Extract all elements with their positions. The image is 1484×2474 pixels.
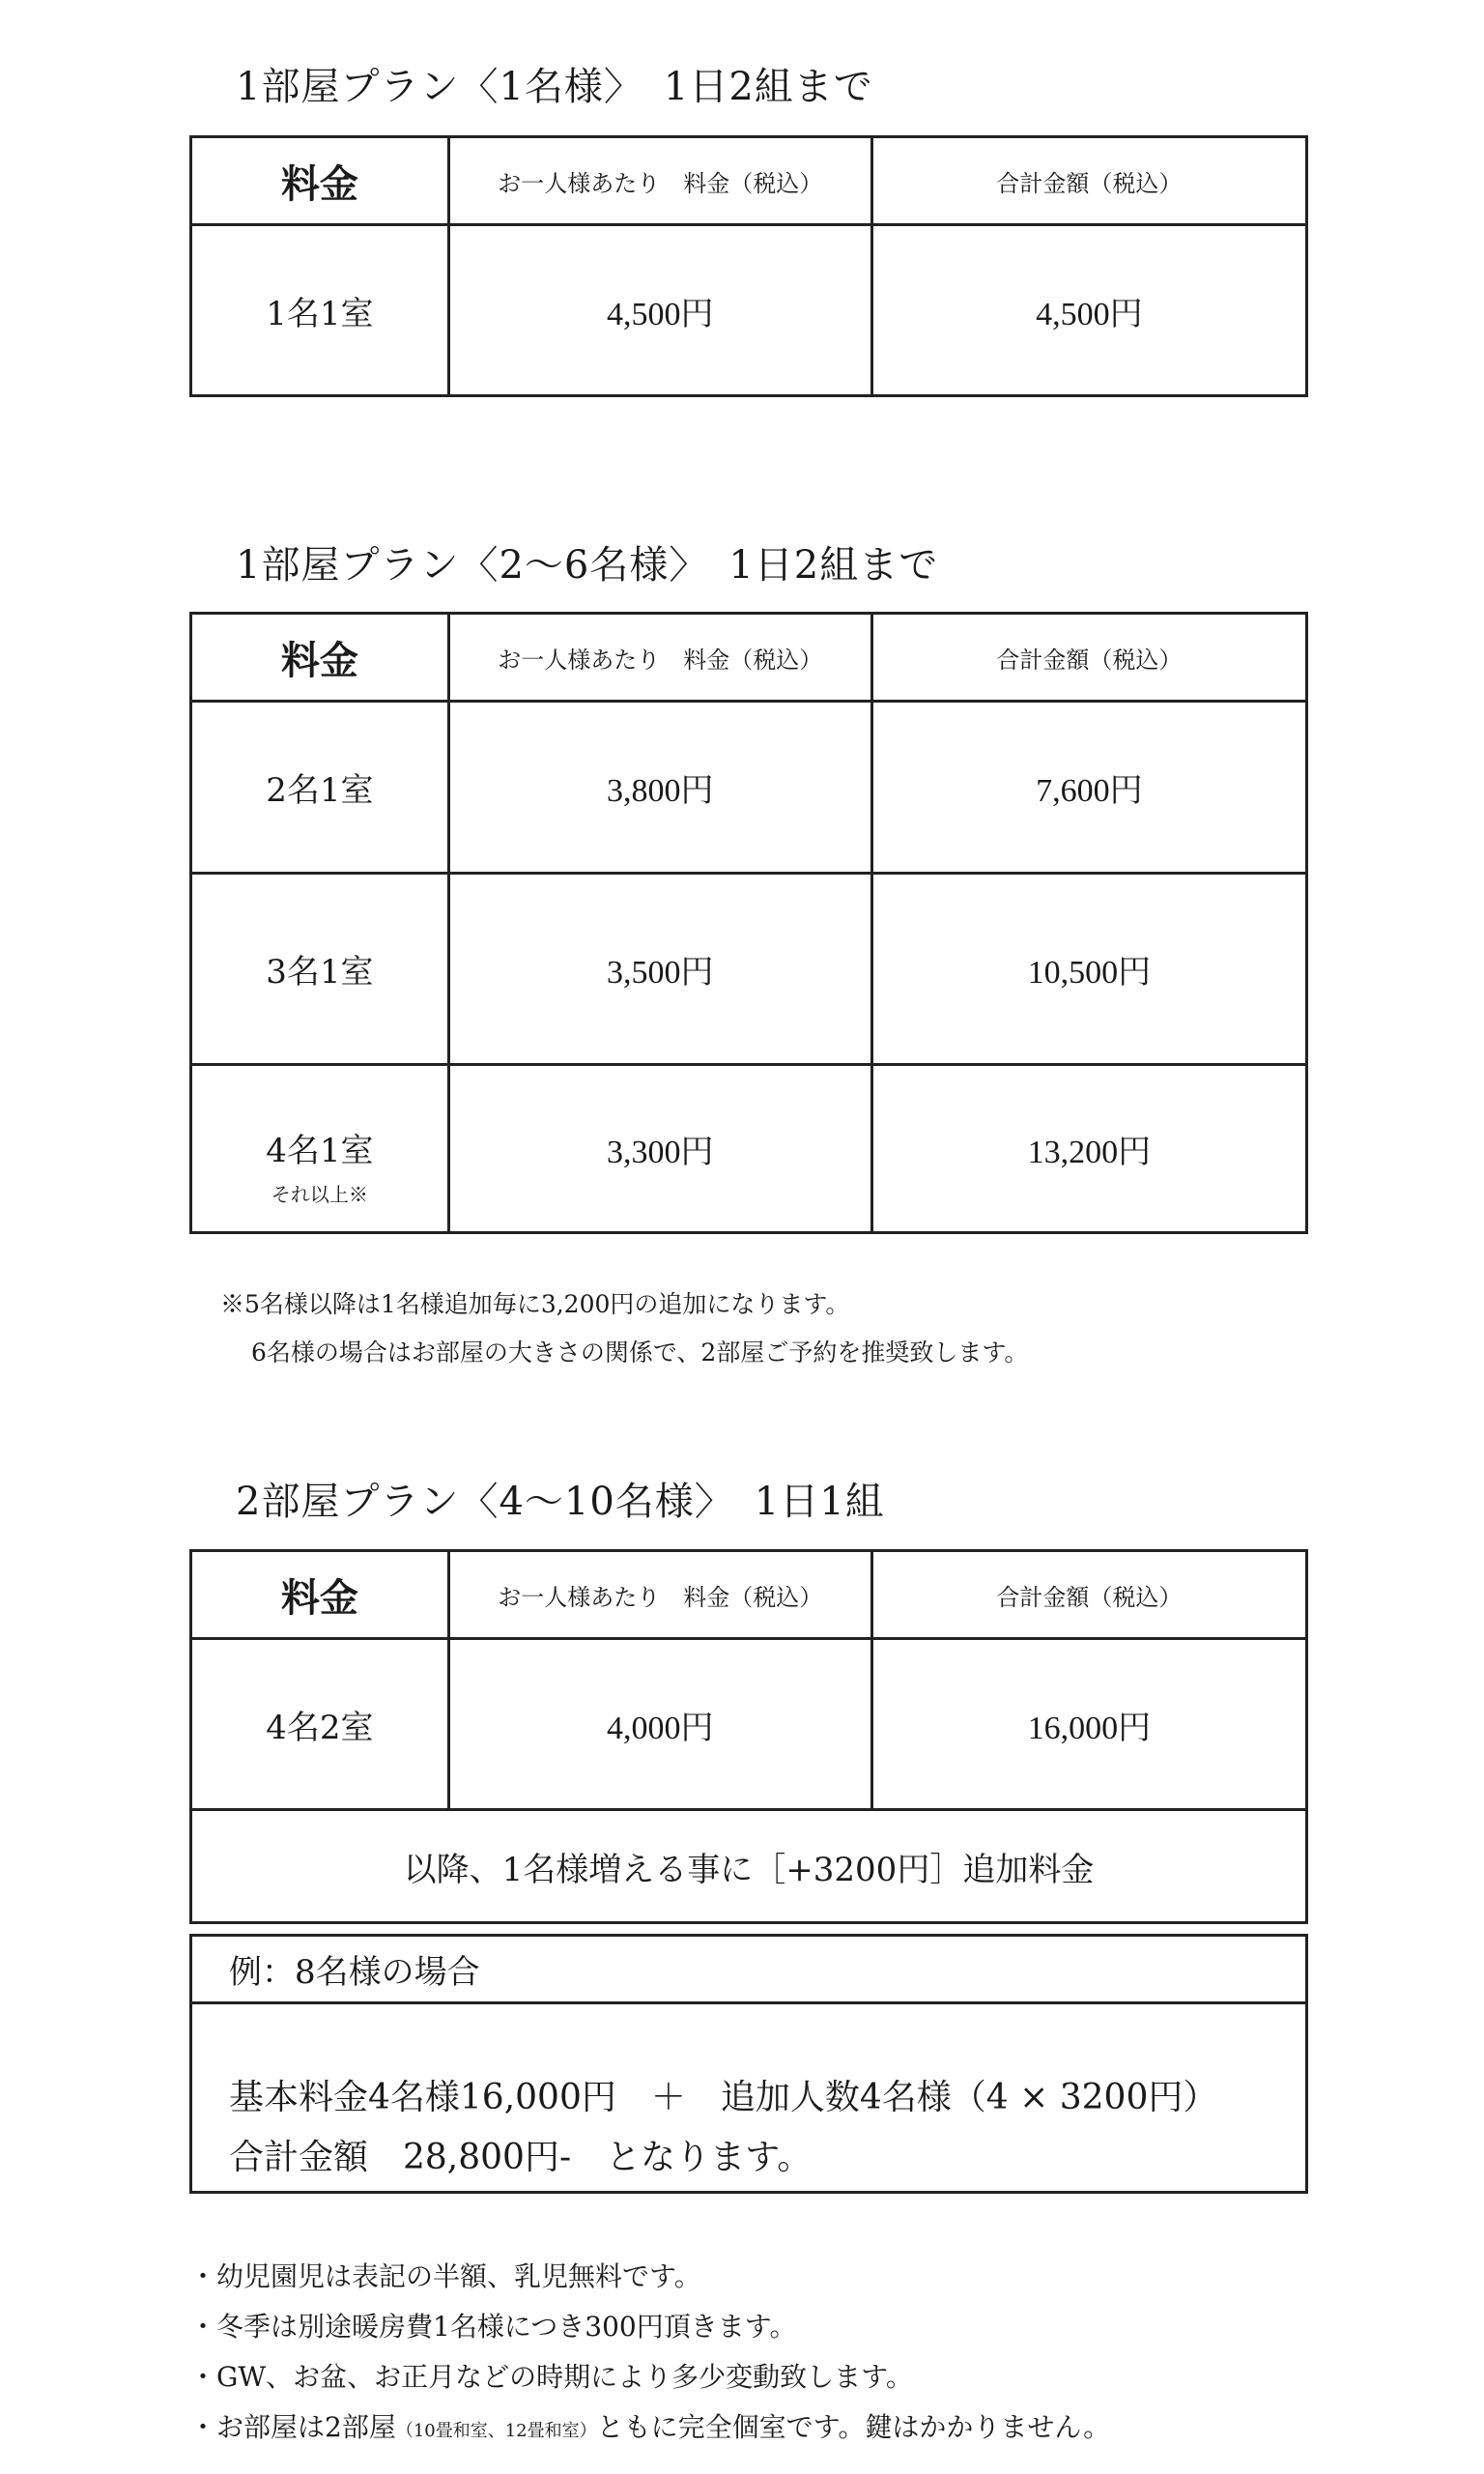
row-per-person: 3,500円 xyxy=(448,874,871,1065)
row-sublabel: それ以上※ xyxy=(271,1182,368,1206)
bullet-note: ・幼児園児は表記の半額、乳児無料です。 xyxy=(189,2260,701,2292)
additional-fee-row: 以降、1名様増える事に［+3200円］追加料金 xyxy=(191,1810,1307,1923)
header-total: 合計金額（税込） xyxy=(871,137,1306,225)
plan-1-table xyxy=(189,135,1308,397)
row-total: 16,000円 xyxy=(871,1639,1306,1810)
row-label: 4名1室 xyxy=(266,1131,374,1170)
header-price: 料金 xyxy=(191,137,449,225)
row-per-person: 3,300円 xyxy=(448,1065,871,1233)
bullet-rooms-pre: ・お部屋は2部屋 xyxy=(189,2411,396,2443)
plan-1-title: 1部屋プラン〈1名様〉 1日2組まで xyxy=(236,65,873,109)
row-label: 3名1室 xyxy=(191,874,449,1065)
row-label: 2名1室 xyxy=(191,702,449,874)
header-total: 合計金額（税込） xyxy=(871,1551,1306,1639)
row-per-person: 4,000円 xyxy=(448,1639,871,1810)
plan-3-table xyxy=(189,1549,1308,1924)
table-row xyxy=(191,1065,1307,1233)
row-total: 13,200円 xyxy=(871,1065,1306,1233)
row-label-cell xyxy=(191,1065,449,1233)
bullet-rooms-small: （10畳和室、12畳和室） xyxy=(395,2421,597,2441)
table-row xyxy=(191,702,1307,874)
header-per-person: お一人様あたり 料金（税込） xyxy=(448,614,871,702)
row-total: 10,500円 xyxy=(871,874,1306,1065)
header-price: 料金 xyxy=(191,1551,449,1639)
row-per-person: 3,800円 xyxy=(448,702,871,874)
example-heading: 例：8名様の場合 xyxy=(192,1937,1305,2004)
header-per-person: お一人様あたり 料金（税込） xyxy=(448,137,871,225)
row-total: 7,600円 xyxy=(871,702,1306,874)
header-price: 料金 xyxy=(191,614,449,702)
row-label: 4名2室 xyxy=(191,1639,449,1810)
plan-2-note-1: ※5名様以降は1名様追加毎に3,200円の追加になります。 xyxy=(220,1290,850,1318)
header-total: 合計金額（税込） xyxy=(871,614,1306,702)
table-header-row xyxy=(191,1551,1307,1639)
table-row xyxy=(191,225,1307,396)
plan-2-title: 1部屋プラン〈2〜6名様〉 1日2組まで xyxy=(236,543,939,588)
bullet-note: ・GW、お盆、お正月などの時期により多少変動致します。 xyxy=(189,2361,913,2393)
plan-2-table xyxy=(189,612,1308,1234)
example-box xyxy=(189,1934,1308,2194)
table-header-row xyxy=(191,137,1307,225)
table-extra-row xyxy=(191,1810,1307,1923)
example-line-2: 合計金額 28,800円- となります。 xyxy=(229,2138,813,2177)
row-total: 4,500円 xyxy=(871,225,1306,396)
header-per-person: お一人様あたり 料金（税込） xyxy=(448,1551,871,1639)
bullet-rooms-post: ともに完全個室です。鍵はかかりません。 xyxy=(596,2411,1111,2443)
example-line-1: 基本料金4名様16,000円 ＋ 追加人数4名様（4 × 3200円） xyxy=(229,2078,1218,2117)
plan-2-note-2: 6名様の場合はお部屋の大きさの関係で、2部屋ご予約を推奨致します。 xyxy=(251,1338,1029,1366)
row-per-person: 4,500円 xyxy=(448,225,871,396)
table-row xyxy=(191,874,1307,1065)
plan-3-title: 2部屋プラン〈4〜10名様〉 1日1組 xyxy=(236,1480,885,1524)
bullet-note-rooms xyxy=(189,2406,1110,2445)
row-label: 1名1室 xyxy=(191,225,449,396)
table-row xyxy=(191,1639,1307,1810)
bullet-note: ・冬季は別途暖房費1名様につき300円頂きます。 xyxy=(189,2311,797,2343)
table-header-row xyxy=(191,614,1307,702)
